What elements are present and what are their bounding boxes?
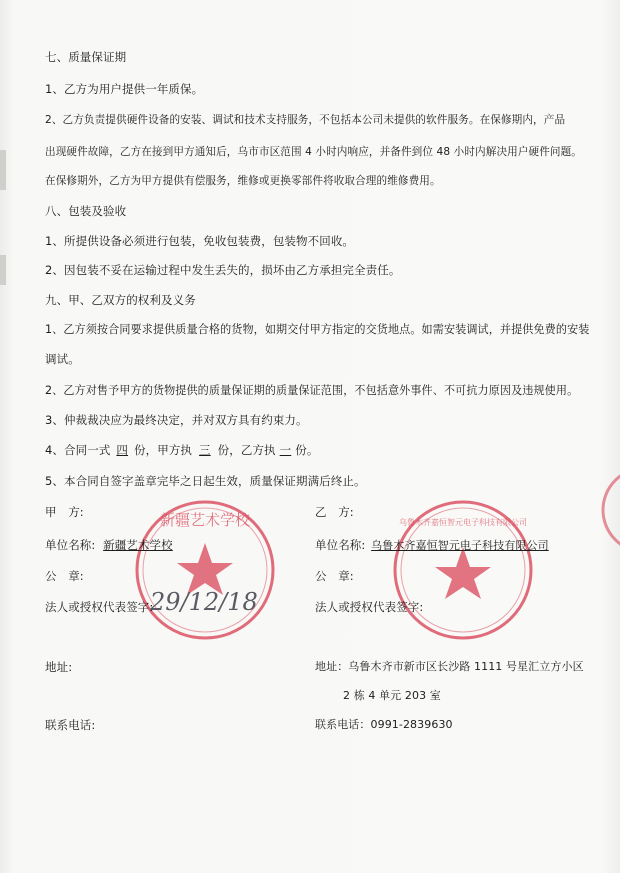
copies-mid-1: 份，甲方执 — [134, 443, 193, 457]
section-8-item-2: 2、因包装不妥在运输过程中发生丢失的，损坏由乙方承担完全责任。 — [45, 263, 401, 277]
section-9-heading: 九、甲、乙双方的权利及义务 — [45, 293, 196, 307]
party-b-unit-name: 乌鲁木齐嘉恒智元电子科技有限公司 — [371, 539, 549, 552]
scan-edge-mark — [0, 150, 6, 190]
party-a-unit-label: 单位名称: — [45, 538, 96, 552]
party-a-unit-name: 新疆艺术学校 — [103, 538, 173, 552]
party-b-phone: 联系电话：0991-2839630 — [315, 718, 453, 731]
party-a-seal-text: 新疆艺术学校 — [159, 511, 251, 529]
party-a-unit — [45, 538, 173, 552]
party-a-address-label: 地址: — [45, 660, 73, 674]
party-b-unit — [315, 538, 549, 553]
scan-edge-mark — [0, 255, 6, 285]
copies-mid-2: 份，乙方执 — [217, 443, 276, 457]
edge-seal-fragment — [585, 465, 620, 555]
party-b-seal-text: 乌鲁木齐嘉恒智元电子科技有限公司 — [399, 518, 527, 527]
copies-total: 四 — [116, 443, 129, 457]
party-a-signature: 29/12/18 — [150, 588, 258, 616]
party-a-rep-label: 法人或授权代表签字: — [45, 600, 154, 614]
section-7-item-2-line-2: 出现硬件故障，乙方在接到甲方通知后，乌市市区范围 4 小时内响应，并备件到位 48 小时内解决用户硬件问题。 — [45, 146, 582, 158]
section-8-item-1: 1、所提供设备必须进行包装，免收包装费，包装物不回收。 — [45, 234, 355, 248]
party-b-label: 乙 方: — [315, 505, 354, 519]
party-a-label: 甲 方: — [45, 505, 84, 519]
section-8-heading: 八、包装及验收 — [45, 204, 127, 218]
party-a-seal-stamp — [130, 495, 280, 645]
section-7-item-2-line-3: 在保修期外，乙方为甲方提供有偿服务，维修或更换零部件将收取合理的维修费用。 — [45, 175, 441, 187]
section-7-heading: 七、质量保证期 — [45, 50, 127, 64]
party-b-address-line-1: 地址：乌鲁木齐市新市区长沙路 1111 号星汇立方小区 — [315, 660, 584, 673]
section-9-item-4 — [45, 443, 318, 457]
section-7-item-2-line-1: 2、乙方负责提供硬件设备的安装、调试和技术支持服务，不包括本公司未提供的软件服务。在保修期内，产品 — [45, 114, 566, 126]
party-b-seal-label: 公 章: — [315, 569, 354, 583]
section-9-item-3: 3、仲裁裁决应为最终决定，并对双方具有约束力。 — [45, 413, 308, 427]
party-a-seal-label: 公 章: — [45, 569, 84, 583]
section-7-item-1: 1、乙方为用户提供一年质保。 — [45, 82, 204, 96]
copies-prefix: 4、合同一式 — [45, 443, 111, 457]
party-b-address-line-2: 2 栋 4 单元 203 室 — [343, 689, 441, 702]
party-b-unit-label: 单位名称: — [315, 538, 366, 552]
copies-party-a: 三 — [199, 443, 211, 457]
section-9-item-2: 2、乙方对售予甲方的货物提供的质量保证期的质量保证范围，不包括意外事件、不可抗力原因及违规使用。 — [45, 384, 579, 397]
copies-party-b: 一 — [279, 443, 292, 457]
party-b-seal-stamp — [388, 495, 538, 645]
section-9-item-5: 5、本合同自签字盖章完毕之日起生效，质量保证期满后终止。 — [45, 474, 366, 488]
copies-suffix: 份。 — [295, 443, 319, 457]
party-b-rep-label: 法人或授权代表签字: — [315, 600, 424, 614]
party-a-phone-label: 联系电话: — [45, 718, 96, 732]
section-9-item-1-line-2: 调试。 — [45, 352, 80, 366]
section-9-item-1-line-1: 1、乙方须按合同要求提供质量合格的货物，如期交付甲方指定的交货地点。如需安装调试，并提供免费的安装 — [45, 323, 590, 336]
